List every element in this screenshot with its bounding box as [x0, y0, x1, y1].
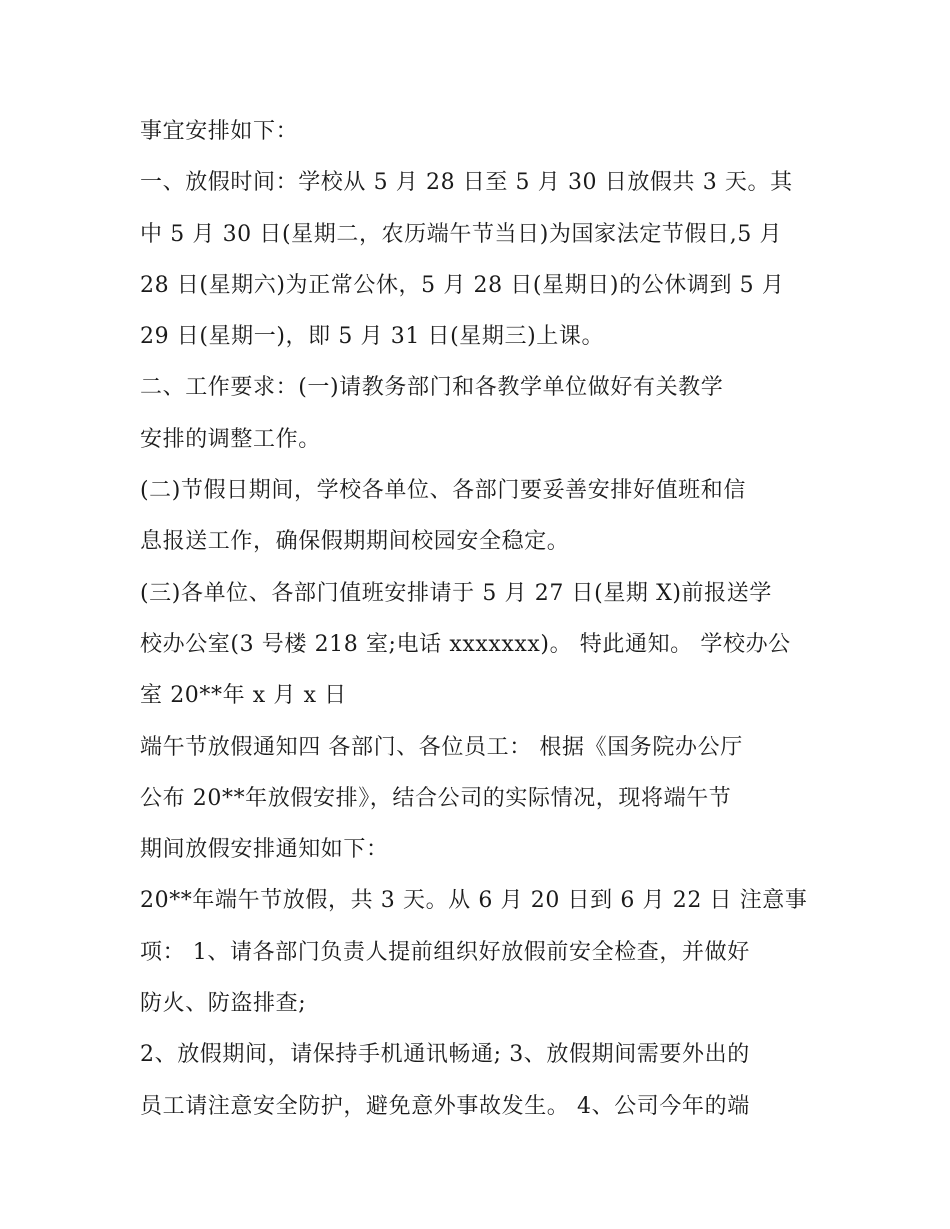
text-line: 29 日(星期一)，即 5 月 31 日(星期三)上课。 — [140, 324, 605, 350]
text-line: 室 20**年 x 月 x 日 — [140, 683, 347, 709]
text-line: 安排的调整工作。 — [140, 426, 321, 452]
text-line: (二)节假日期间，学校各单位、各部门要妥善安排好值班和信 — [140, 478, 746, 504]
text-line: 员工请注意安全防护，避免意外事故发生。 4、公司今年的端 — [140, 1093, 750, 1119]
text-line: 校办公室(3 号楼 218 室;电话 xxxxxxx)。 特此通知。 学校办公 — [140, 631, 791, 657]
text-line: 息报送工作，确保假期期间校园安全稳定。 — [140, 529, 570, 555]
text-line: 防火、防盗排查; — [140, 991, 307, 1017]
text-line: 公布 20**年放假安排》，结合公司的实际情况，现将端午节 — [140, 785, 732, 811]
text-line: 中 5 月 30 日(星期二，农历端午节当日)为国家法定节假日,5 月 — [140, 221, 783, 247]
text-line: 事宜安排如下： — [140, 119, 299, 144]
text-line: 20**年端午节放假，共 3 天。从 6 月 20 日到 6 月 22 日 注意事 — [140, 888, 808, 914]
text-line: 一、放假时间：学校从 5 月 28 日至 5 月 30 日放假共 3 天。其 — [140, 170, 793, 196]
text-line: 期间放假安排通知如下： — [140, 837, 389, 863]
document-body — [140, 106, 820, 1132]
text-line: 项： 1、请各部门负责人提前组织好放假前安全检查，并做好 — [140, 939, 750, 965]
text-line: (三)各单位、各部门值班安排请于 5 月 27 日(星期 X)前报送学 — [140, 580, 772, 606]
text-line: 二、工作要求：(一)请教务部门和各教学单位做好有关教学 — [140, 375, 724, 401]
text-line: 28 日(星期六)为正常公休，5 月 28 日(星期日)的公休调到 5 月 — [140, 272, 785, 298]
text-line: 端午节放假通知四 各部门、各位员工： 根据《国务院办公厅 — [140, 734, 743, 760]
text-line: 2、放假期间，请保持手机通讯畅通; 3、放假期间需要外出的 — [140, 1042, 750, 1068]
